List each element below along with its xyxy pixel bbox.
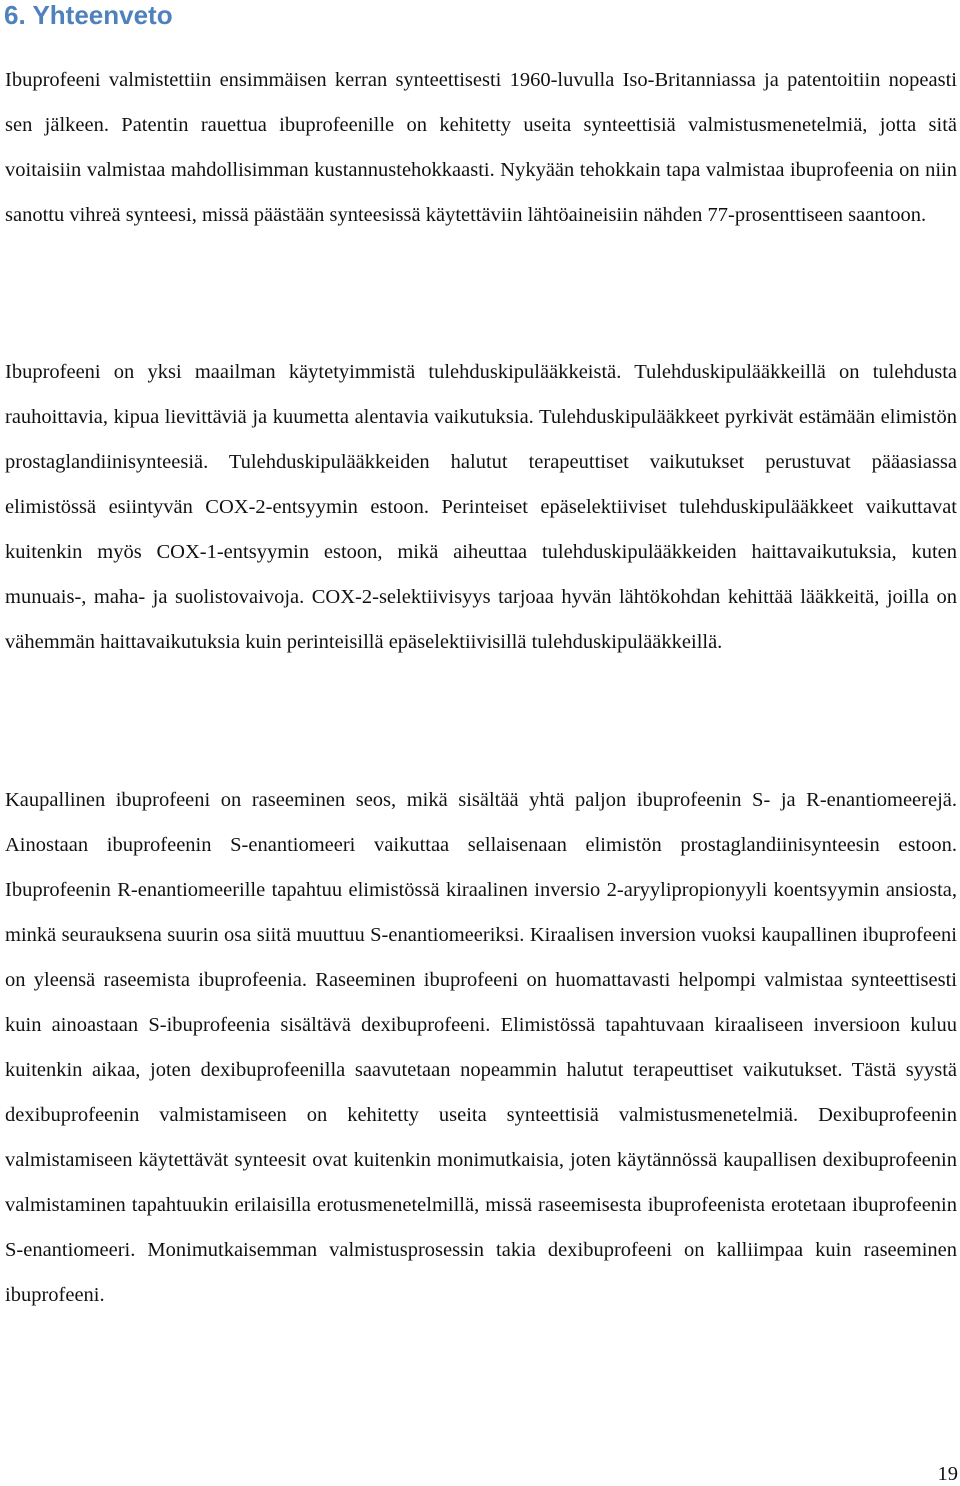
paragraph-enantiomers: Kaupallinen ibuprofeeni on raseeminen seos, mikä sisältää yhtä paljon ibuprofeenin S- ja R-enantiomeerejä. Ainostaan ibuprofeenin S-enantiomeeri vaikuttaa sellaisenaan elimistön prostaglandiinisynteesin estoon. Ibuprofeenin R-enantiomeerille tapahtuu elimistössä kiraalinen inversio 2-aryylipropionyyli koentsyymin ansiosta, minkä seurauksena suurin osa siitä muuttuu S-enantiomeeriksi. Kiraalisen inversion vuoksi kaupallinen ibuprofeeni on yleensä raseemista ibuprofeenia. Raseeminen ibuprofeeni on huomattavasti helpompi valmistaa synteettisesti kuin ainoastaan S-ibuprofeenia sisältävä dexibuprofeeni. Elimistössä tapahtuvaan kiraaliseen inversioon kuluu kuitenkin aikaa, joten dexibuprofeenilla saavutetaan nopeammin halutut terapeuttiset vaikutukset. Tästä syystä dexibuprofeenin valmistamiseen on kehitetty useita synteettisiä valmistusmenetelmiä. Dexibuprofeenin valmistamiseen käytettävät synteesit ovat kuitenkin monimutkaisia, joten käytännössä kaupallisen dexibuprofeenin valmistaminen tapahtuukin erilaisilla erotusmenetelmillä, missä raseemisesta ibuprofeenista erotetaan ibuprofeenin S-enantiomeeri. Monimutkaisemman valmistusprosessin takia dexibuprofeeni on kalliimpaa kuin raseeminen ibuprofeeni. xyxy=(5,789,957,1306)
paragraph-nsaid-mechanism: Ibuprofeeni on yksi maailman käytetyimmistä tulehduskipulääkkeistä. Tulehduskipulääkkeillä on tulehdusta rauhoittavia, kipua lievittäviä ja kuumetta alentavia vaikutuksia. Tulehduskipulääkkeet pyrkivät estämään elimistön prostaglandiinisynteesiä. Tulehduskipulääkkeiden halutut terapeuttiset vaikutukset perustuvat pääasiassa elimistössä esiintyvän COX-2-entsyymin estoon. Perinteiset epäselektiiviset tulehduskipulääkkeet vaikuttavat kuitenkin myös COX-1-entsyymin estoon, mikä aiheuttaa tulehduskipulääkkeiden haittavaikutuksia, kuten munuais-, maha- ja suolistovaivoja. COX-2-selektiivisyys tarjoaa hyvän lähtökohdan kehittää lääkkeitä, joilla on vähemmän haittavaikutuksia kuin perinteisillä epäselektiivisillä tulehduskipulääkkeillä. xyxy=(5,361,957,653)
page-number: 19 xyxy=(937,1463,958,1485)
section-heading: 6. Yhteenveto xyxy=(4,0,173,30)
paragraph-synthesis: Ibuprofeeni valmistettiin ensimmäisen kerran synteettisesti 1960-luvulla Iso-Britanniassa ja patentoitiin nopeasti sen jälkeen. Patentin rauettua ibuprofeenille on kehitetty useita synteettisiä valmistusmenetelmiä, jotta sitä voitaisiin valmistaa mahdollisimman kustannustehokkaasti. Nykyään tehokkain tapa valmistaa ibuprofeenia on niin sanottu vihreä synteesi, missä päästään synteesissä käytettäviin lähtöaineisiin nähden 77-prosenttiseen saantoon. xyxy=(5,69,957,226)
